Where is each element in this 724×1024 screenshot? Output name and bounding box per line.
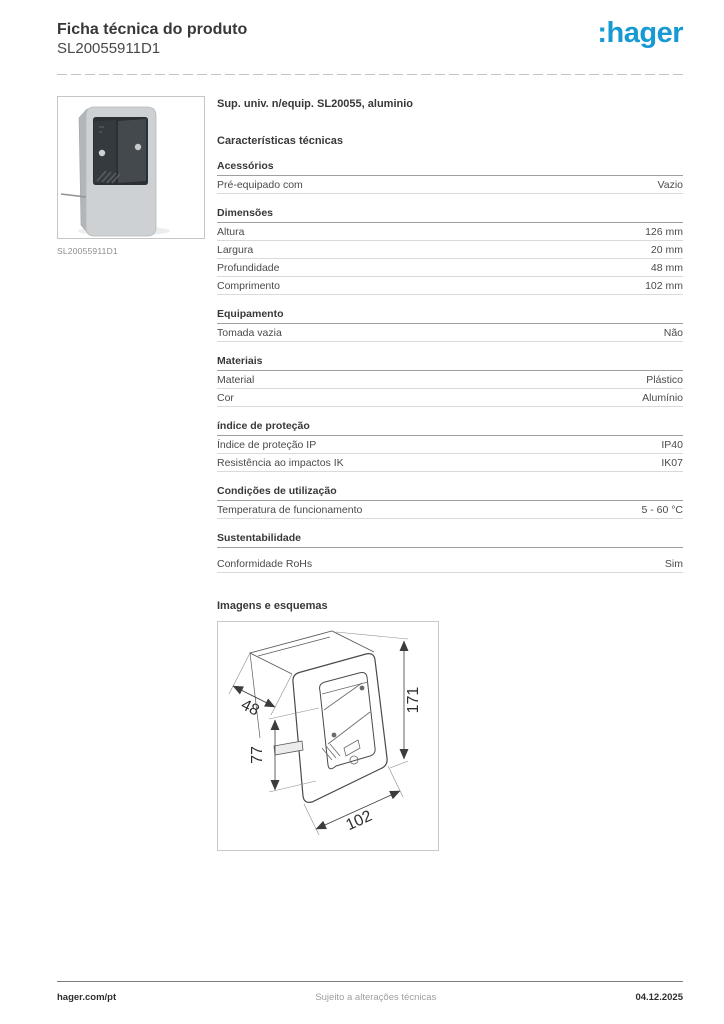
spec-value: Alumínio: [642, 391, 683, 404]
section-sustentabilidade: [217, 532, 683, 573]
spec-row: [217, 389, 683, 407]
header-titles: [57, 20, 247, 59]
technical-drawing: [218, 622, 438, 850]
spec-row: [217, 436, 683, 454]
spec-label: Pré-equipado com: [217, 178, 303, 191]
section-materiais: [217, 355, 683, 407]
spec-value: 20 mm: [650, 243, 683, 256]
technical-drawing-frame: [217, 621, 439, 851]
page-title: Ficha técnica do produto: [57, 21, 248, 38]
spec-value: 102 mm: [645, 279, 683, 292]
hager-logo: :hager: [597, 17, 683, 49]
product-photo-icon: [58, 97, 204, 238]
spec-value: 48 mm: [650, 261, 683, 274]
dim-depth-label: 48: [238, 696, 262, 720]
spec-value: Não: [663, 326, 683, 339]
spec-value: 126 mm: [645, 225, 683, 238]
images-section-title: Imagens e esquemas: [217, 599, 328, 612]
spec-label: Altura: [217, 225, 245, 238]
footer-date: 04.12.2025: [635, 992, 683, 1003]
section-heading: índice de proteção: [217, 420, 683, 436]
spec-label: Resistência ao impactos IK: [217, 456, 344, 469]
spec-value: Vazio: [657, 178, 683, 191]
section-heading: Sustentabilidade: [217, 532, 683, 548]
spec-value: IK07: [661, 456, 683, 469]
spec-row: [217, 501, 683, 519]
product-image-column: [57, 96, 205, 851]
spec-value: Plástico: [646, 373, 683, 386]
spec-label: Comprimento: [217, 279, 281, 292]
dim-width-label: 102: [343, 807, 375, 834]
spec-label: Largura: [217, 243, 254, 256]
section-indice-protecao: [217, 420, 683, 472]
section-heading: Condições de utilização: [217, 485, 683, 501]
product-image-caption: SL20055911D1: [57, 245, 118, 256]
spec-row: [217, 555, 683, 573]
section-acessorios: [217, 160, 683, 194]
spec-row: [217, 324, 683, 342]
spec-value: IP40: [661, 438, 683, 451]
spec-row: [217, 454, 683, 472]
spec-value: Sim: [664, 557, 683, 570]
product-image-frame: [57, 96, 205, 239]
section-heading: Acessórios: [217, 160, 683, 176]
dim-depth: [229, 653, 292, 720]
section-condicoes-utilizacao: [217, 485, 683, 519]
spec-label: Cor: [217, 391, 234, 404]
section-equipamento: [217, 308, 683, 342]
spec-label: Índice de proteção IP: [217, 438, 317, 451]
spec-row: [217, 241, 683, 259]
section-heading: Dimensões: [217, 207, 683, 223]
footer-website-link[interactable]: hager.com/pt: [57, 992, 117, 1003]
product-name: Sup. univ. n/equip. SL20055, aluminio: [217, 97, 413, 110]
spec-row: [217, 277, 683, 295]
section-heading: Equipamento: [217, 308, 683, 324]
dim-height-label: 171: [405, 686, 422, 714]
page-footer: [57, 981, 683, 1003]
spec-label: Temperatura de funcionamento: [217, 503, 363, 516]
section-heading: Materiais: [217, 355, 683, 371]
drawing-opening: [320, 672, 376, 768]
spec-row: [217, 176, 683, 194]
content: [57, 96, 683, 851]
section-dimensoes: [217, 207, 683, 295]
product-code: SL20055911D1: [57, 40, 161, 57]
spec-label: Tomada vazia: [217, 326, 282, 339]
spec-row: [217, 223, 683, 241]
page-header: [57, 17, 683, 59]
footer-disclaimer: Sujeito a alterações técnicas: [315, 992, 437, 1003]
spec-row: [217, 259, 683, 277]
spec-label: Conformidade RoHs: [217, 557, 313, 570]
spec-label: Profundidade: [217, 261, 280, 274]
spec-row: [217, 371, 683, 389]
spec-label: Material: [217, 373, 255, 386]
characteristics-title: Características técnicas: [217, 134, 343, 147]
header-separator: [57, 74, 683, 75]
specs-column: [217, 96, 683, 851]
dim-inner-height-label: 77: [249, 745, 266, 764]
spec-value: 5 - 60 °C: [641, 503, 683, 516]
